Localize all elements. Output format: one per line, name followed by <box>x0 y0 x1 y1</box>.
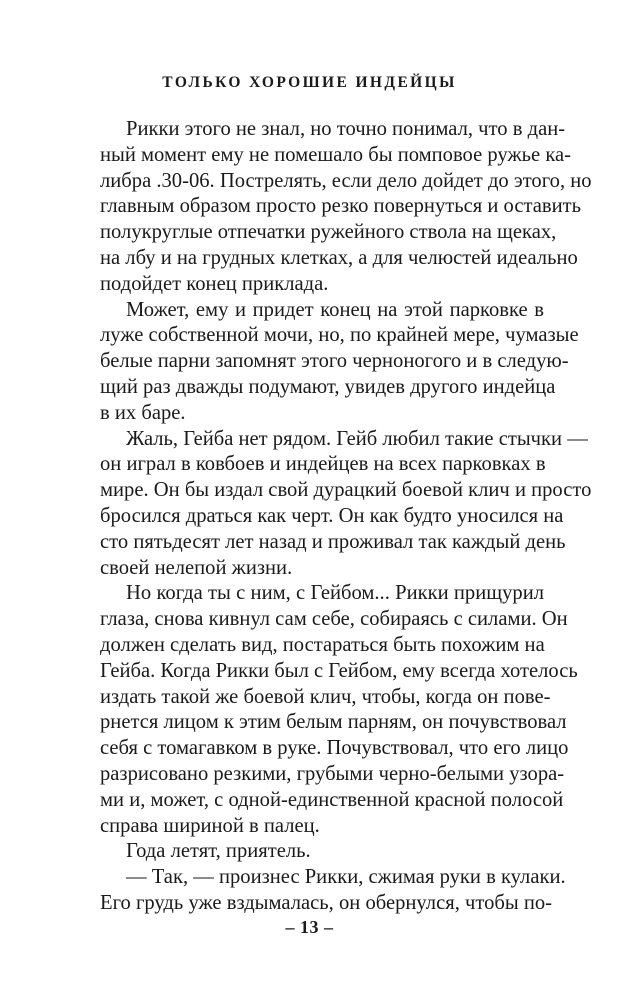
paragraph <box>74 427 592 582</box>
text-line: издать такой же боевой клич, чтобы, когда он пове- <box>100 685 551 708</box>
paragraph <box>74 298 579 427</box>
text-line: ми и, может, с одной-единственной красной полосой <box>100 788 564 811</box>
text-line: своей нелепой жизни. <box>100 556 293 579</box>
page-number: – 13 – <box>285 917 334 937</box>
text-line: сто пятьдесят лет назад и проживал так каждый день <box>100 530 566 553</box>
text-line: Его грудь уже вздымалась, он обернулся, чтобы по- <box>100 891 553 914</box>
text-line: должен сделать вид, постараться быть похожим на <box>100 633 545 656</box>
text-line: щий раз дважды подумают, увидев другого индейца <box>100 375 556 398</box>
running-header: ТОЛЬКО ХОРОШИЕ ИНДЕЙЦЫ <box>162 74 457 91</box>
text-line: подойдет конец приклада. <box>100 272 329 295</box>
text-line: полукруглые отпечатки ружейного ствола на щеках, <box>100 221 557 244</box>
text-line: он играл в ковбоев и индейцев на всех парковках в <box>100 453 546 476</box>
body-text <box>74 117 592 917</box>
text-line: луже собственной мочи, но, по крайней мере, чумазые <box>100 324 579 347</box>
text-line: главным образом просто резко повернуться и оставить <box>100 195 582 218</box>
paragraph <box>74 865 566 917</box>
text-line: белые парни запомнят этого черноногого и в следую- <box>100 350 569 373</box>
text-line: глаза, снова кивнул сам себе, собираясь с силами. Он <box>100 608 568 631</box>
text-line: — Так, — произнес Рикки, сжимая руки в кулаки. <box>126 866 566 889</box>
text-line: Года летят, приятель. <box>126 840 311 863</box>
text-line: бросился драться как черт. Он как будто уносился на <box>100 504 564 527</box>
text-line: ный момент ему не помешало бы помповое ружье ка- <box>100 143 572 166</box>
text-line: Жаль, Гейба нет рядом. Гейб любил такие стычки — <box>126 427 588 450</box>
text-line: Рикки этого не знал, но точно понимал, что в дан- <box>126 118 566 140</box>
text-line: на лбу и на грудных клетках, а для челюстей идеально <box>100 246 578 269</box>
paragraph <box>74 581 578 839</box>
paragraph <box>74 839 544 865</box>
text-line: мире. Он бы издал свой дурацкий боевой клич и просто <box>100 479 592 502</box>
text-line: Но когда ты с ним, с Гейбом... Рикки прищурил <box>126 582 544 605</box>
text-line: Гейба. Когда Рикки был с Гейбом, ему всегда хотелось <box>100 659 578 682</box>
paragraph <box>74 117 592 298</box>
text-line: себя с томагавком в руке. Почувствовал, что его лицо <box>100 737 569 760</box>
text-line: в их баре. <box>100 401 186 424</box>
text-line: рнется лицом к этим белым парням, он почувствовал <box>100 711 567 734</box>
text-line: разрисовано резкими, грубыми черно-белыми узора- <box>100 762 565 785</box>
text-line: Может, ему и придет конец на этой парковке в <box>126 298 544 321</box>
text-line: либра .30-06. Пострелять, если дело дойдет до этого, но <box>100 169 592 192</box>
text-line: справа шириной в палец. <box>100 814 320 837</box>
